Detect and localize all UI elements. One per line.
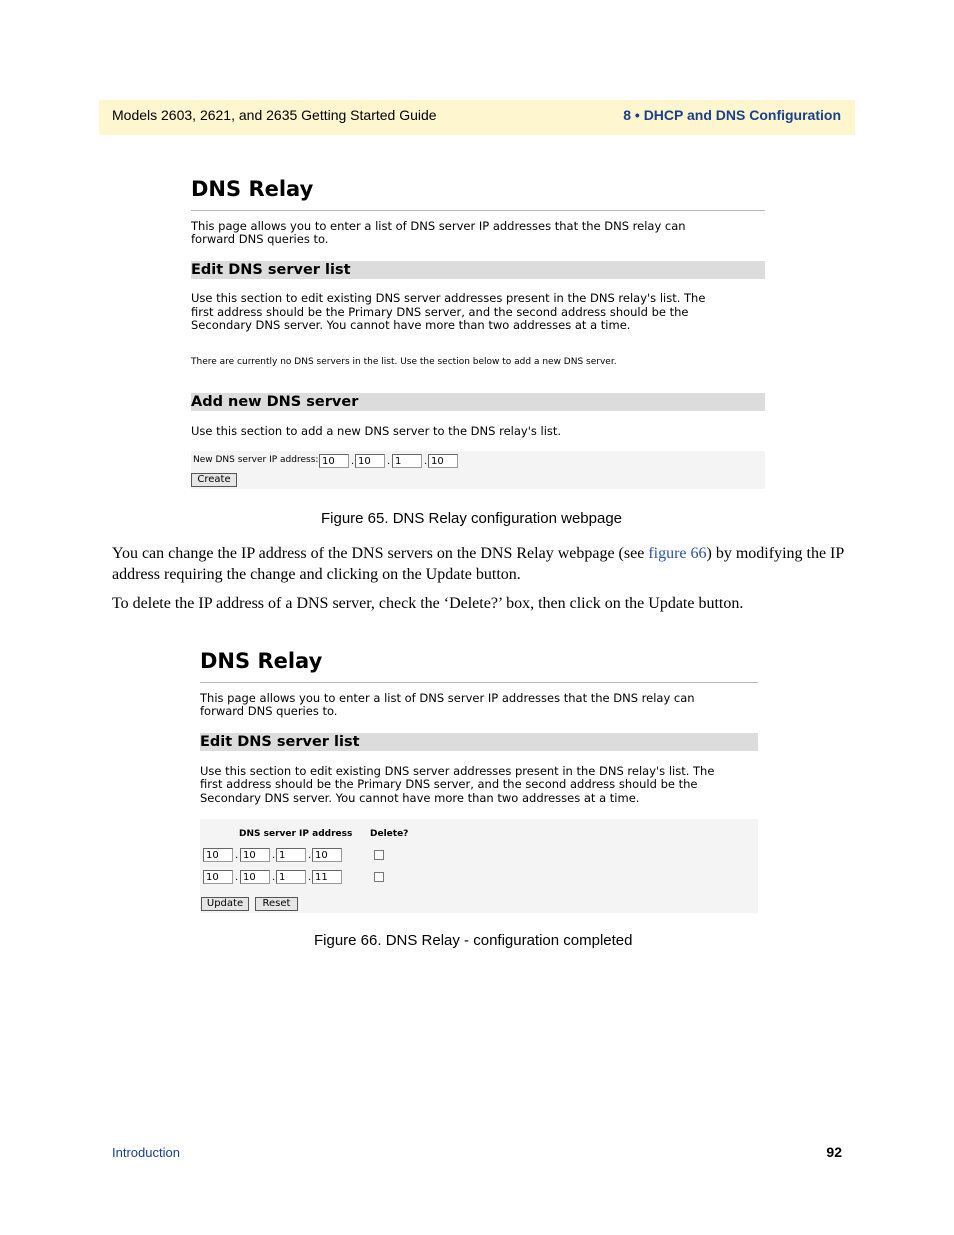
section-heading-edit: Edit DNS server list: [191, 261, 765, 279]
figure-66-link[interactable]: figure 66: [648, 545, 707, 562]
row1-octet-3-input[interactable]: 1: [276, 848, 306, 862]
guide-title: Models 2603, 2621, and 2635 Getting Started Guide: [112, 107, 437, 123]
page-title: DNS Relay: [200, 649, 323, 673]
octet-separator: .: [272, 872, 276, 883]
octet-separator: .: [308, 872, 312, 883]
figure-65-caption: Figure 65. DNS Relay configuration webpage: [321, 510, 623, 527]
octet-separator: .: [308, 850, 312, 861]
new-ip-label: New DNS server IP address:: [193, 455, 319, 465]
edit-text-line: Secondary DNS server. You cannot have more than two addresses at a time.: [200, 791, 640, 805]
row1-delete-checkbox[interactable]: [374, 850, 384, 860]
create-button[interactable]: Create: [191, 473, 237, 487]
paragraph-text: You can change the IP address of the DNS servers on the DNS Relay webpage (see: [112, 545, 649, 562]
octet-separator: .: [387, 456, 391, 467]
add-server-form: [191, 451, 765, 489]
footer-section: Introduction: [112, 1145, 180, 1160]
row1-octet-4-input[interactable]: 10: [312, 848, 342, 862]
section-heading-add: Add new DNS server: [191, 393, 765, 411]
update-button[interactable]: Update: [201, 897, 249, 911]
figure-66-screenshot: [200, 649, 758, 913]
body-paragraph-2: To delete the IP address of a DNS server, check the ‘Delete?’ box, then click on the Update button.: [112, 595, 744, 612]
page-number: 92: [826, 1144, 842, 1160]
intro-text-line: This page allows you to enter a list of DNS server IP addresses that the DNS relay can: [191, 219, 686, 233]
section-heading-edit: Edit DNS server list: [200, 733, 758, 751]
ip-octet-1-input[interactable]: 10: [319, 454, 349, 468]
ip-octet-3-input[interactable]: 1: [392, 454, 422, 468]
edit-text-line: first address should be the Primary DNS server, and the second address should be the: [200, 777, 698, 791]
octet-separator: .: [235, 872, 239, 883]
octet-separator: .: [351, 456, 355, 467]
running-header: [99, 100, 855, 135]
edit-text-line: Use this section to edit existing DNS server addresses present in the DNS relay's list. The: [200, 764, 715, 778]
intro-text-line: forward DNS queries to.: [200, 704, 338, 718]
reset-button[interactable]: Reset: [255, 897, 298, 911]
octet-separator: .: [424, 456, 428, 467]
figure-65-screenshot: [191, 177, 765, 489]
intro-text-line: forward DNS queries to.: [191, 232, 329, 246]
divider: [191, 210, 765, 211]
octet-separator: .: [272, 850, 276, 861]
intro-text-line: This page allows you to enter a list of DNS server IP addresses that the DNS relay can: [200, 691, 695, 705]
ip-octet-4-input[interactable]: 10: [428, 454, 458, 468]
server-list-form: [200, 819, 758, 913]
chapter-title: 8 • DHCP and DNS Configuration: [623, 107, 841, 123]
row2-delete-checkbox[interactable]: [374, 872, 384, 882]
edit-text-line: Use this section to edit existing DNS server addresses present in the DNS relay's list. The: [191, 291, 706, 305]
edit-text-line: Secondary DNS server. You cannot have more than two addresses at a time.: [191, 318, 631, 332]
edit-text-line: first address should be the Primary DNS server, and the second address should be the: [191, 305, 689, 319]
row2-octet-2-input[interactable]: 10: [240, 870, 270, 884]
divider: [200, 682, 758, 683]
row2-octet-4-input[interactable]: 11: [312, 870, 342, 884]
figure-66-caption: Figure 66. DNS Relay - configuration completed: [314, 932, 633, 949]
body-paragraph-1: [112, 544, 847, 585]
column-header-ip: DNS server IP address: [239, 829, 353, 839]
row2-octet-3-input[interactable]: 1: [276, 870, 306, 884]
add-text-line: Use this section to add a new DNS server to the DNS relay's list.: [191, 424, 562, 438]
row2-octet-1-input[interactable]: 10: [203, 870, 233, 884]
octet-separator: .: [235, 850, 239, 861]
page-title: DNS Relay: [191, 177, 314, 201]
row1-octet-1-input[interactable]: 10: [203, 848, 233, 862]
column-header-delete: Delete?: [370, 829, 409, 839]
no-servers-note: There are currently no DNS servers in the list. Use the section below to add a new DNS server.: [191, 357, 617, 367]
row1-octet-2-input[interactable]: 10: [240, 848, 270, 862]
ip-octet-2-input[interactable]: 10: [355, 454, 385, 468]
paragraph-text: ) by modifying the IP address requiring the change and clicking on the Update button.: [112, 545, 844, 583]
